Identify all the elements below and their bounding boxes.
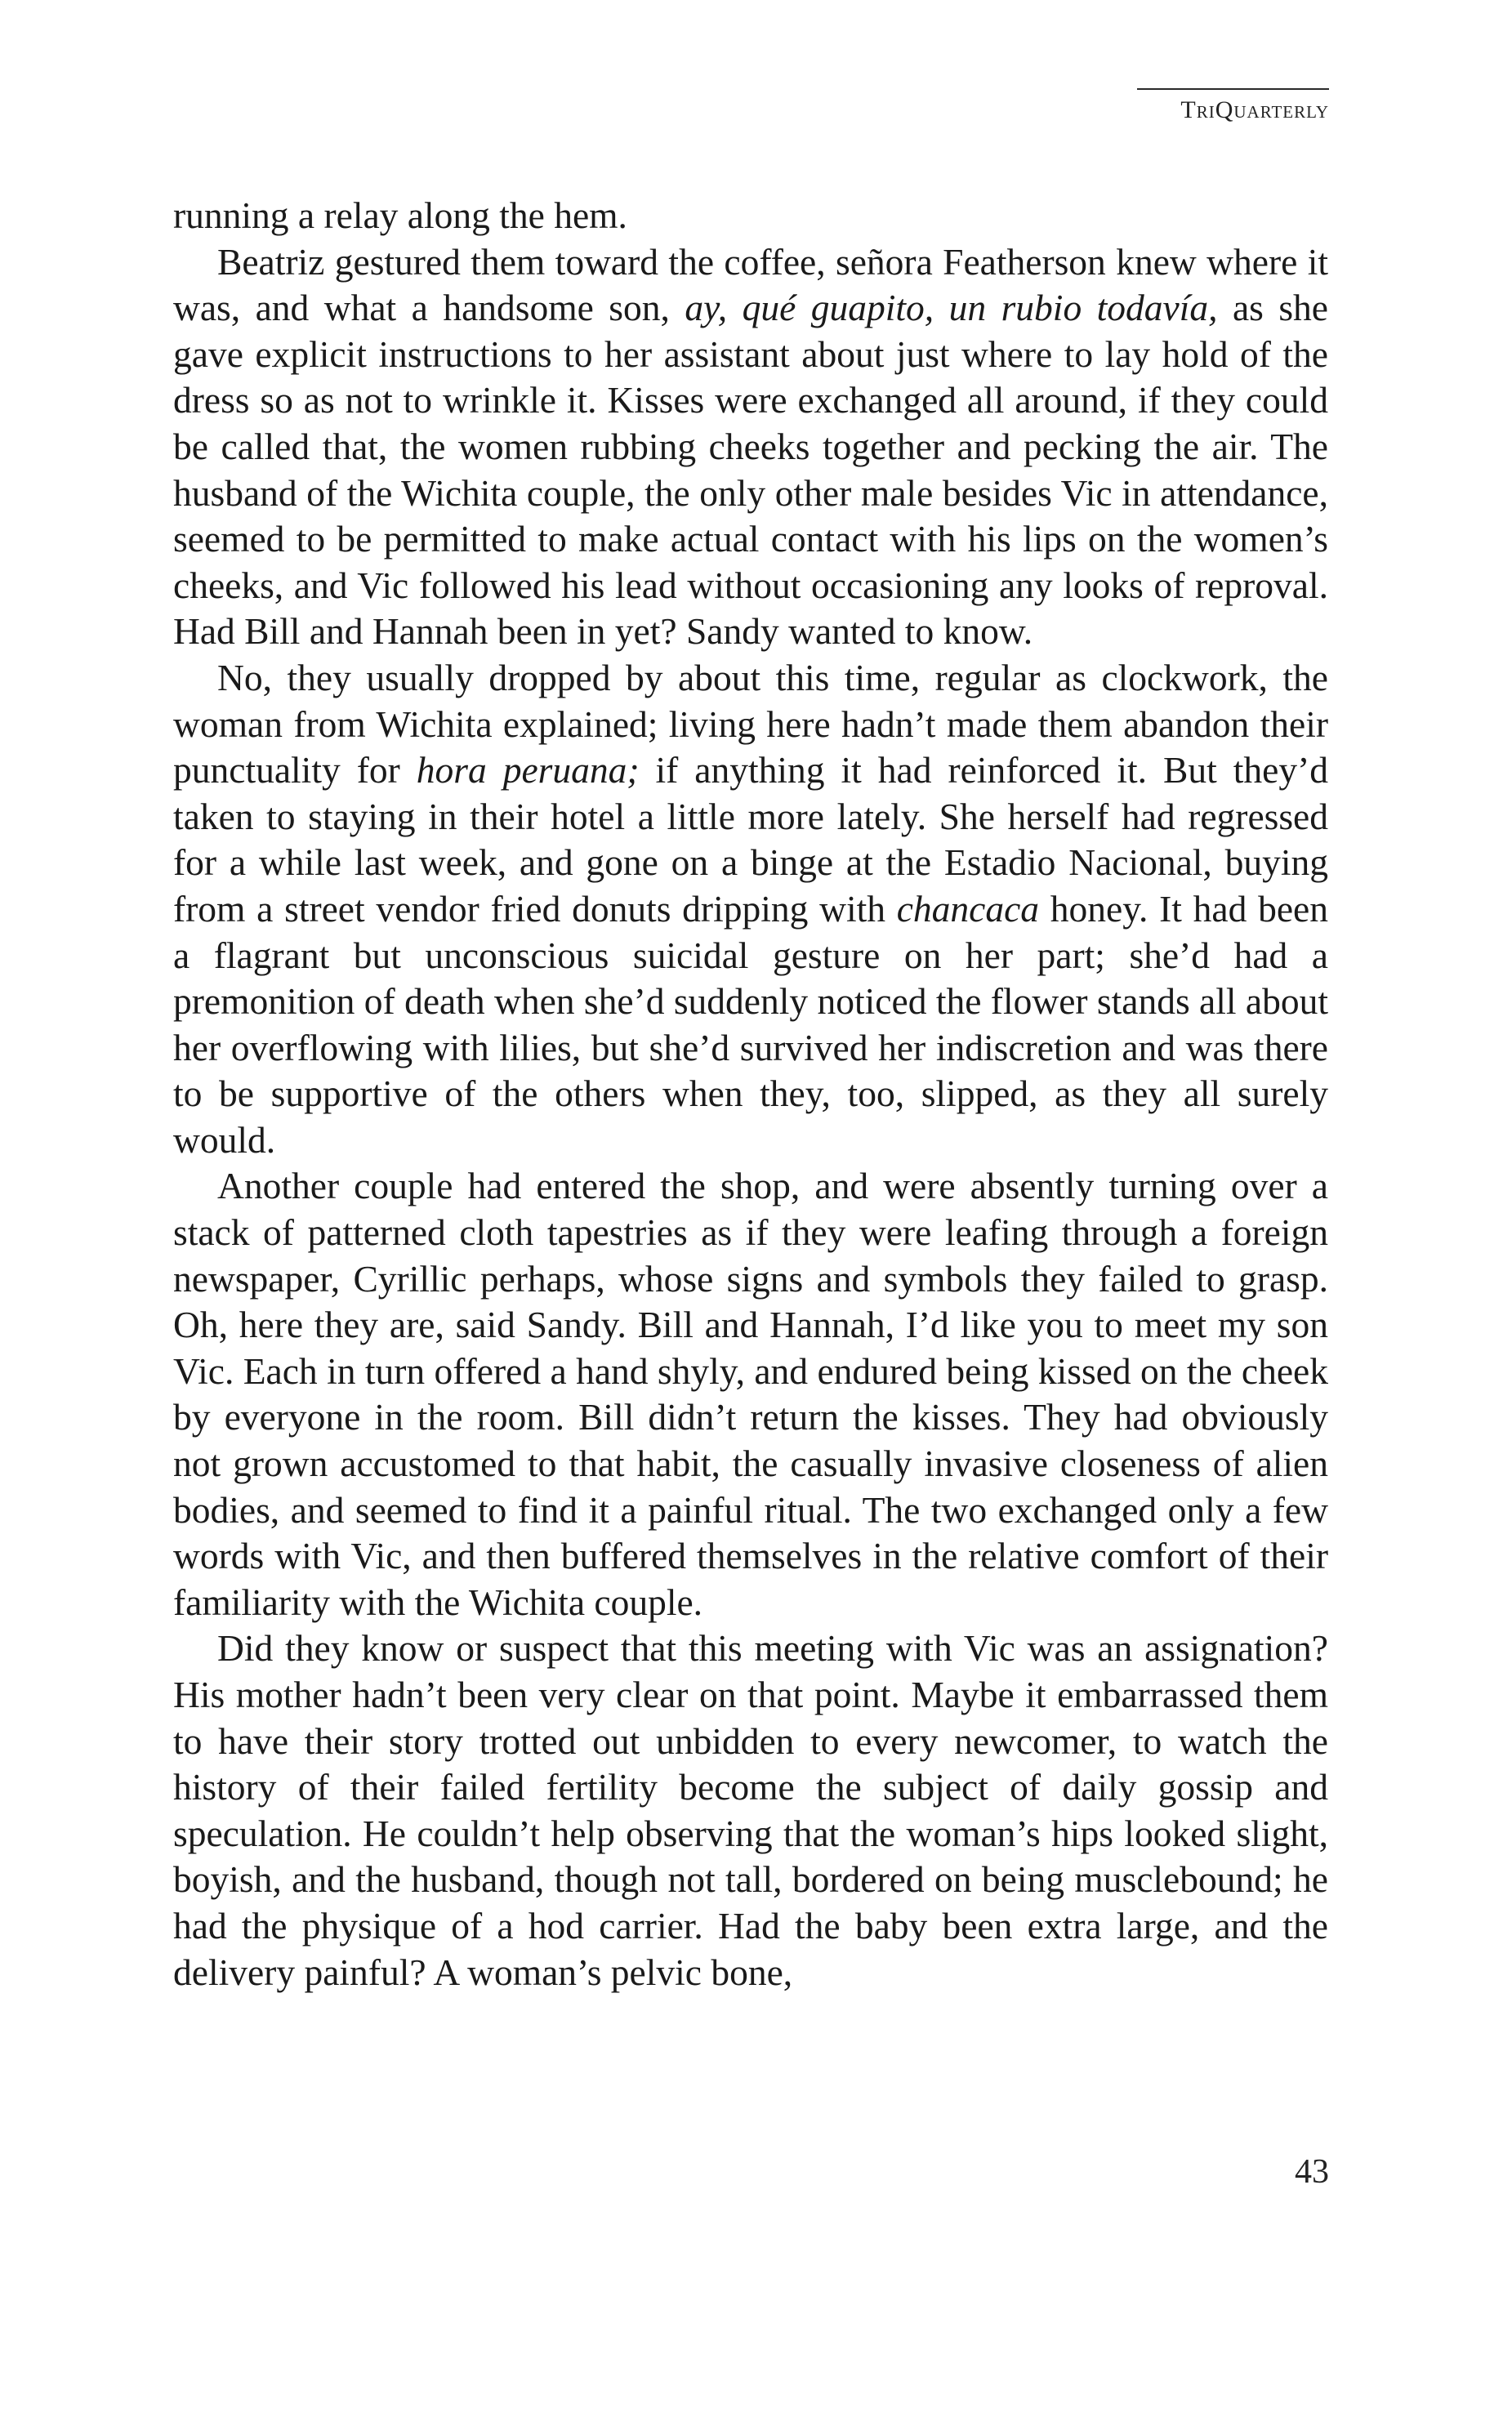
paragraph-1: running a relay along the hem. [173, 194, 627, 236]
paragraph-3 [173, 655, 1328, 1164]
header-rule [1137, 88, 1329, 90]
page-number: 43 [1295, 2153, 1329, 2191]
paragraph-2-text-b: as she gave explicit instructions to her assistant about just where to lay hold of the dress so as not to wrinkle it. Kisses were exchanged all around, if they could be called that, the women rubbing cheeks together and pecking the air. The husband of the Wichita couple, the only other male besides Vic in attendance, seemed to be permitted to make actual contact with his lips on the women’s cheeks, and Vic followed his lead without occasioning any looks of reproval. Had Bill and Hannah been in yet? Sandy wanted to know. [173, 287, 1328, 653]
paragraph-2-text-a: Beatriz gestured them toward the coffee, señora Featherson knew where it was, and what a handsome son, [173, 240, 1328, 329]
paragraph-3-text-b: if anything it had reinforced it. But they’d taken to staying in their hotel a little more lately. She herself had regressed for a while last week, and gone on a binge at the Estadio Nacional, buying from a street vendor fried donuts dripping with [173, 749, 1329, 930]
paragraph-2-italic: ay, qué guapito, un rubio todavía, [685, 287, 1218, 329]
running-header: TriQuarterly [1180, 96, 1329, 123]
paragraph-4: Another couple had entered the shop, and were absently turning over a stack of patterned cloth tapestries as if they were leafing through a foreign newspaper, Cyrillic perhaps, whose signs and symbols they failed to grasp. Oh, here they are, said Sandy. Bill and Hannah, I’d like you to meet my son Vic. Each in turn offered a hand shyly, and endured being kissed on the cheek by everyone in the room. Bill didn’t return the kisses. They had obviously not grown accustomed to that habit, the casually invasive closeness of alien bodies, and seemed to find it a painful ritual. The two exchanged only a few words with Vic, and then buffered themselves in the relative comfort of their familiarity with the Wichita couple. [173, 1165, 1328, 1623]
body-text [173, 193, 1328, 1996]
paragraph-5: Did they know or suspect that this meeting with Vic was an assignation? His mother hadn’t been very clear on that point. Maybe it embarrassed them to have their story trotted out unbidden to every newcomer, to watch the history of their failed fertility become the subject of daily gossip and speculation. He couldn’t help observing that the woman’s hips looked slight, boyish, and the husband, though not tall, bordered on being musclebound; he had the physique of a hod carrier. Had the baby been extra large, and the delivery painful? A woman’s pelvic bone, [173, 1627, 1328, 1993]
paragraph-3-italic-2: chancaca [896, 887, 1040, 930]
paragraph-3-text-a: No, they usually dropped by about this time, regular as clockwork, the woman from Wichita explained; living here hadn’t made them abandon their punctuality for [173, 656, 1328, 792]
paragraph-3-italic-1: hora peruana; [416, 749, 640, 792]
paragraph-2 [173, 239, 1328, 655]
paragraph-3-text-c: honey. It had been a flagrant but unconscious suicidal gesture on her part; she’d had a premonition of death when she’d suddenly noticed the flower stands all about her overflowing with lilies, but she’d survived her indiscretion and was there to be supportive of the others when they, too, slipped, as they all surely would. [173, 887, 1328, 1161]
